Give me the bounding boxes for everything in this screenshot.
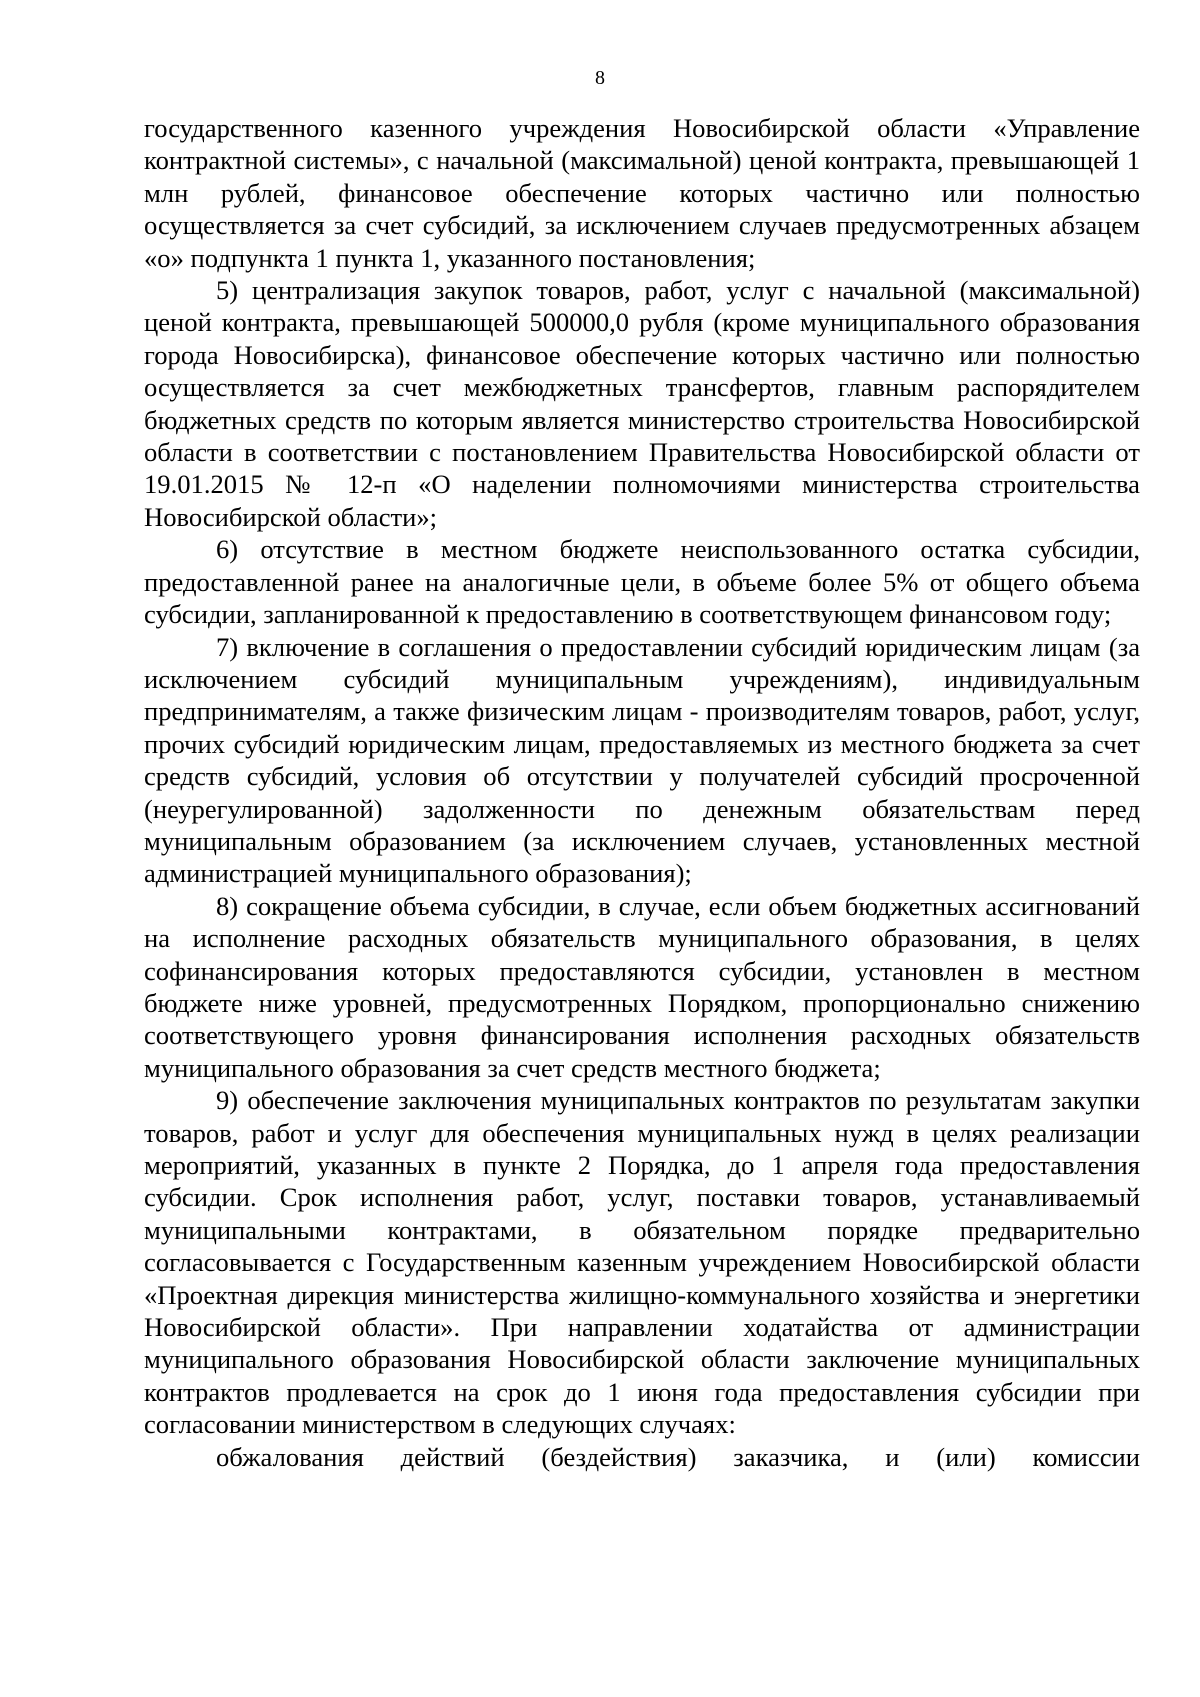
paragraph-item-8: 8) сокращение объема субсидии, в случае, если объем бюджетных ассигнований на исполнение расходных обязательств муниципального образования, в целях софинансирования которых предоставляются субсидии, установлен в местном бюджете ниже уровней, предусмотренных Порядком, пропорционально снижению соответствующего уровня финансирования исполнения расходных обязательств муниципального образования за счет средств местного бюджета;: [144, 890, 1140, 1083]
paragraph-appeal-case: обжалования действий (бездействия) заказчика, и (или) комиссии: [216, 1441, 1140, 1472]
page-number: 8: [595, 67, 605, 89]
paragraph-item-6: 6) отсутствие в местном бюджете неиспользованного остатка субсидии, предоставленной ранее на аналогичные цели, в объеме более 5% от общего объема субсидии, запланированной к предоставлению в соответствующем финансовом году;: [144, 534, 1140, 630]
document-body: [144, 112, 1140, 1473]
paragraph-item-5: 5) централизация закупок товаров, работ, услуг с начальной (максимальной) ценой контракта, превышающей 500000,0 рубля (кроме муниципального образования города Новосибирска), финансовое обеспечение которых частично или полностью осуществляется за счет межбюджетных трансфертов, главным распорядителем бюджетных средств по которым является министерство строительства Новосибирской области в соответствии с постановлением Правительства Новосибирской области от 19.01.2015 № 12-п «О наделении полномочиями министерства строительства Новосибирской области»;: [144, 275, 1140, 532]
paragraph-continuation: государственного казенного учреждения Новосибирской области «Управление контрактной системы», с начальной (максимальной) ценой контракта, превышающей 1 млн рублей, финансовое обеспечение которых частично или полностью осуществляется за счет субсидий, за исключением случаев предусмотренных абзацем «о» подпункта 1 пункта 1, указанного постановления;: [144, 113, 1140, 273]
paragraph-item-7: 7) включение в соглашения о предоставлении субсидий юридическим лицам (за исключением субсидий муниципальным учреждениям), индивидуальным предпринимателям, а также физическим лицам - производителям товаров, работ, услуг, прочих субсидий юридическим лицам, предоставляемых из местного бюджета за счет средств субсидий, условия об отсутствии у получателей субсидий просроченной (неурегулированной) задолженности по денежным обязательствам перед муниципальным образованием (за исключением случаев, установленных местной администрацией муниципального образования);: [144, 631, 1140, 889]
paragraph-item-9: 9) обеспечение заключения муниципальных контрактов по результатам закупки товаров, работ и услуг для обеспечения муниципальных нужд в целях реализации мероприятий, указанных в пункте 2 Порядка, до 1 апреля года предоставления субсидии. Срок исполнения работ, услуг, поставки товаров, устанавливаемый муниципальными контрактами, в обязательном порядке предварительно согласовывается с Государственным казенным учреждением Новосибирской области «Проектная дирекция министерства жилищно-коммунального хозяйства и энергетики Новосибирской области». При направлении ходатайства от администрации муниципального образования Новосибирской области заключение муниципальных контрактов продлевается на срок до 1 июня года предоставления субсидии при согласовании министерством в следующих случаях:: [144, 1085, 1140, 1440]
